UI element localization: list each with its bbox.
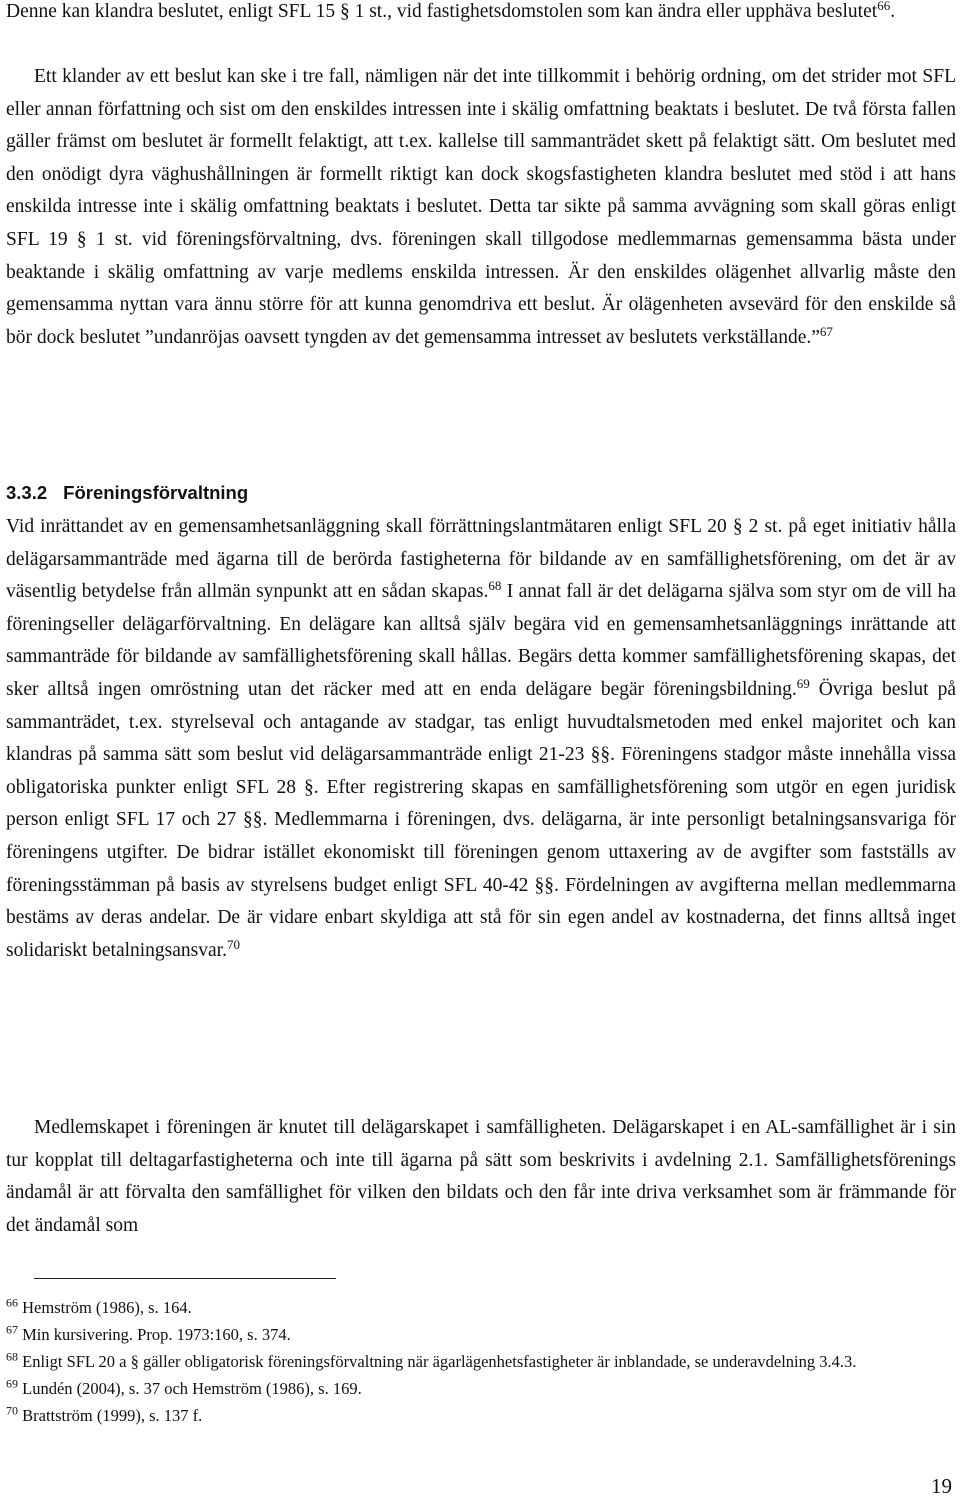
footnote-ref[interactable]: 66: [877, 0, 891, 13]
paragraph-intro: [6, 0, 956, 29]
footnote-number: 66: [6, 1295, 18, 1310]
footnote-text: Hemström (1986), s. 164.: [22, 1298, 192, 1317]
footnote-number: 68: [6, 1349, 18, 1364]
paragraph-text: Övriga beslut på sammanträdet, t.ex. styrelseval och antagande av stadgar, tas enligt huvudtalsmetoden med enkel majoritet och kan klandras på samma sätt som beslut vid delägarsammanträde enligt 21-23 §§. Föreningens stadgor måste innehålla vissa obligatoriska punkter enligt SFL 28 §. Efter registrering skapas en samfällighetsförening som utgör en egen juridisk person enligt SFL 17 och 27 §§. Medlemmarna i föreningen, dvs. delägarna, är inte personligt betalningsansvariga för föreningens utgifter. De bidrar istället ekonomiskt till föreningen genom uttaxering av de avgifter som fastställs av föreningsstämman på basis av styrelsens budget enligt SFL 40-42 §§. Fördelningen av avgifterna mellan medlemmarna bestäms av deras andelar. De är vidare enbart skyldiga att stå för sin egen andel av kostnaderna, det finns alltså inget solidariskt betalningsansvar.: [6, 678, 956, 961]
footnote-67: [6, 1323, 956, 1347]
paragraph-medlemskap: [6, 1112, 956, 1242]
footnote-ref[interactable]: 69: [796, 675, 810, 691]
paragraph-text: Denne kan klandra beslutet, enligt SFL 15 § 1 st., vid fastighetsdomstolen som kan ändra eller upphäva beslutet: [6, 1, 878, 22]
section-title: Föreningsförvaltning: [63, 482, 249, 503]
paragraph-text: Vid inrättandet av en gemensamhetsanläggning skall förrättningslantmätaren enligt SFL 20 § 2 st. på eget initiativ hålla delägarsammanträde med ägarna till de berörda fastigheterna för bildande av en samfällighetsförening, om det är av väsentlig betydelse från allmän synpunkt att en sådan skapas.: [6, 516, 956, 603]
footnote-ref[interactable]: 68: [488, 578, 502, 594]
footnote-70: [6, 1404, 956, 1428]
paragraph-klander: [6, 61, 956, 354]
footnote-number: 67: [6, 1322, 18, 1337]
footnote-66: [6, 1296, 956, 1320]
footnote-ref[interactable]: 70: [226, 936, 240, 952]
section-number: 3.3.2: [6, 482, 48, 503]
footnote-69: [6, 1377, 956, 1401]
paragraph-text: I annat fall är det delägarna själva som styr om de vill ha föreningseller delägarförvaltning. En delägare kan alltså själv begära vid en gemensamhetsanläggnings inrättande att sammanträde för bildande av samfällighetsförening skall hållas. Begärs detta kommer samfällighetsförening skapas, det sker alltså ingen omröstning utan det räcker med att en enda delägare begär föreningsbildning.: [6, 581, 956, 700]
footnote-ref[interactable]: 67: [819, 323, 833, 339]
paragraph-text: Ett klander av ett beslut kan ske i tre fall, nämligen när det inte tillkommit i behörig ordning, om det strider mot SFL eller annan författning och sist om den enskildes intressen inte i skälig omfattning beaktats i beslutet. De två första fallen gäller främst om beslutet är formellt felaktigt, att t.ex. kallelse till sammanträdet skett på felaktigt sätt. Om beslutet med den onödigt dyra väghushållningen är formellt riktigt kan dock skogsfastigheten klandra beslutet med stöd i att hans enskilda intresse inte i skälig omfattning beaktats i beslutet. Detta tar sikte på samma avvägning som skall göras enligt SFL 19 § 1 st. vid föreningsförvaltning, dvs. föreningen skall tillgodose medlemmarnas gemensamma bästa under beaktande i skälig omfattning av varje medlems enskilda intressen. Är den enskildes olägenhet allvarlig måste den gemensamma nyttan vara ännu större för att kunna genomdriva ett beslut. Är olägenheten avsevärd för den enskilde så bör dock beslutet ”undanröjas oavsett tyngden av det gemensamma intresset av beslutets verkställande.”: [6, 66, 956, 348]
paragraph-end: .: [890, 1, 896, 22]
section-heading: [6, 482, 248, 504]
page-number: 19: [931, 1474, 952, 1498]
footnote-text: Min kursivering. Prop. 1973:160, s. 374.: [22, 1325, 291, 1344]
footnote-number: 69: [6, 1376, 18, 1391]
paragraph-foreningsforvaltning: [6, 511, 956, 967]
footnote-separator: [34, 1278, 336, 1279]
footnote-68: [6, 1350, 956, 1374]
footnote-text: Enligt SFL 20 a § gäller obligatorisk föreningsförvaltning när ägarlägenhetsfastigheter är inblandade, se underavdelning 3.4.3.: [22, 1352, 857, 1371]
footnote-text: Brattström (1999), s. 137 f.: [22, 1406, 203, 1425]
footnotes: [6, 1296, 956, 1431]
paragraph-text: Medlemskapet i föreningen är knutet till delägarskapet i samfälligheten. Delägarskapet i en AL-samfällighet är i sin tur kopplat till deltagarfastigheterna och inte till ägarna på sätt som beskrivits i avdelning 2.1. Samfällighetsförenings ändamål är att förvalta den samfällighet för vilken den bildats och den får inte driva verksamhet som är främmande för det ändamål som: [6, 1117, 956, 1236]
footnote-number: 70: [6, 1403, 18, 1418]
footnote-text: Lundén (2004), s. 37 och Hemström (1986), s. 169.: [22, 1379, 362, 1398]
